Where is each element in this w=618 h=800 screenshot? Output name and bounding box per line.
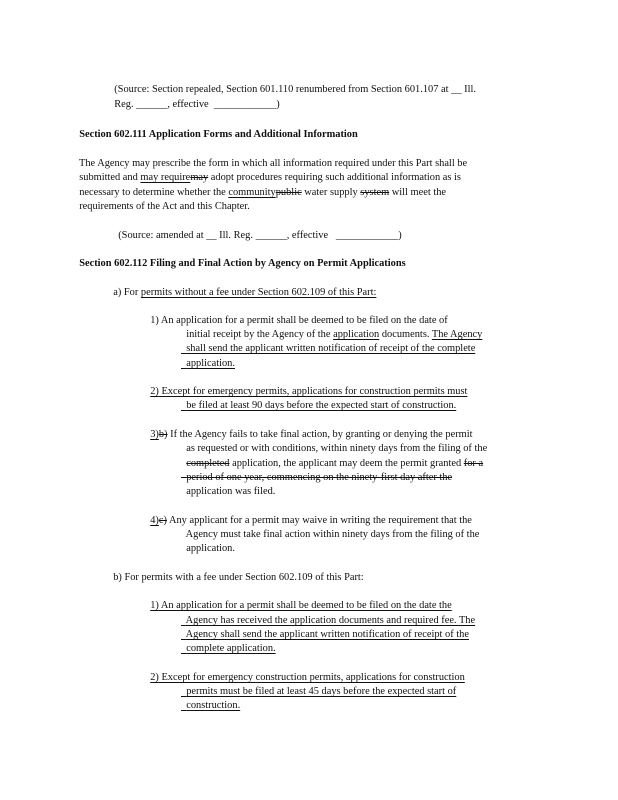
section-111-source-note [113,218,402,242]
subsection-label: a) For [113,287,141,298]
para-text: Any applicant for a permit may waive in writing the requirement that the [166,515,472,526]
inserted-text: permits must be filed at least 45 days before the expected start of [186,686,457,697]
deleted-text: period of one year, commencing on the ninety-first day after the [186,472,453,483]
section-112-heading [74,246,406,270]
para-text: initial receipt by the Agency of the [186,329,334,340]
inserted-text: Except for emergency permits, applications for construction permits must [158,386,468,397]
para-text: documents. [379,329,432,340]
inserted-text: Except for emergency construction permits, applications for construction [158,672,465,683]
para-text: water supply [301,187,361,198]
source-note-text: (Source: Section repealed, Section 601.110 renumbered from Section 601.107 at __ Ill. [114,84,476,95]
source-text: (Source: amended at __ Ill. Reg. [118,230,256,241]
inserted-text: The Agency [431,329,483,340]
item-a1-line4 [181,346,235,370]
inserted-number: 2) [150,672,159,683]
deleted-text: system [360,187,390,198]
inserted-text: shall send the applicant written notification of receipt of the complete [186,343,476,354]
inserted-text: Agency has received the application documents and required fee. The [185,615,476,626]
inserted-text: Agency shall send the applicant written notification of receipt of the [185,629,469,640]
inserted-text: complete application. [186,643,276,654]
section-111-para-line4 [74,189,250,213]
inserted-text: permits without a fee under Section 602.109 of this Part: [140,287,377,298]
inserted-text: construction. [186,700,241,711]
source-text: , effective [286,230,331,241]
deleted-text: completed [186,458,230,469]
effective-blank: ____________) [335,230,402,241]
subsection-b [108,560,364,584]
inserted-text: be filed at least 90 days before the expected start of construction. [186,400,457,411]
inserted-number: 2) [150,386,159,397]
reg-blank: ______ [255,230,287,241]
para-text: will meet the [389,187,447,198]
inserted-text: community [228,187,276,198]
item-b2-line3 [181,688,240,712]
para-text: If the Agency fails to take final action, by granting or denying the permit [167,429,473,440]
inserted-text: application. [186,358,235,369]
effective-label: , effective [167,99,209,110]
para-text: Agency must take final action within ninety days from the filing of the [185,529,480,540]
para-text: 1) An application for a permit shall be deemed to be filed on the date of [150,315,448,326]
para-text: The Agency may prescribe the form in which all information required under this Part shall be [79,158,468,169]
para-text: requirements of the Act and this Chapter. [79,201,250,212]
inserted-text: application [333,329,380,340]
inserted-number: 3) [150,429,159,440]
item-a2-line2 [181,388,456,412]
subsection-label: b) For permits with a fee under Section 602.109 of this Part: [113,572,364,583]
reg-label: Reg. [114,99,134,110]
section-heading-text: Section 602.111 Application Forms and Additional Information [79,129,358,140]
para-text: application, the applicant may deem the permit granted [229,458,464,469]
para-text: necessary to determine whether the [79,187,229,198]
para-text: adopt procedures requiring such additional information as is [208,172,461,183]
deleted-number: b) [158,429,168,440]
effective-blank: ____________) [213,99,280,110]
reg-blank: ______ [136,99,168,110]
para-text: as requested or with conditions, within ninety days from the filing of the [186,443,488,454]
deleted-text: may [190,172,209,183]
section-heading-text: Section 602.112 Filing and Final Action by Agency on Permit Applications [79,258,406,269]
deleted-number: c) [158,515,167,526]
para-text: submitted and [79,172,141,183]
item-a4-line3 [181,531,235,555]
deleted-text: public [275,187,302,198]
para-text: application. [186,543,235,554]
para-text: application was filed. [186,486,276,497]
item-b1-line4 [181,631,276,655]
section-111-heading [74,117,358,141]
inserted-number: 4) [150,515,159,526]
inserted-text: may require [140,172,191,183]
deleted-text: for a [463,458,484,469]
item-a3-line5 [181,474,275,498]
subsection-a [108,275,376,299]
inserted-number: 1) [150,600,159,611]
source-note-repealed-line2 [109,87,280,111]
inserted-text: An application for a permit shall be deemed to be filed on the date the [158,600,452,611]
